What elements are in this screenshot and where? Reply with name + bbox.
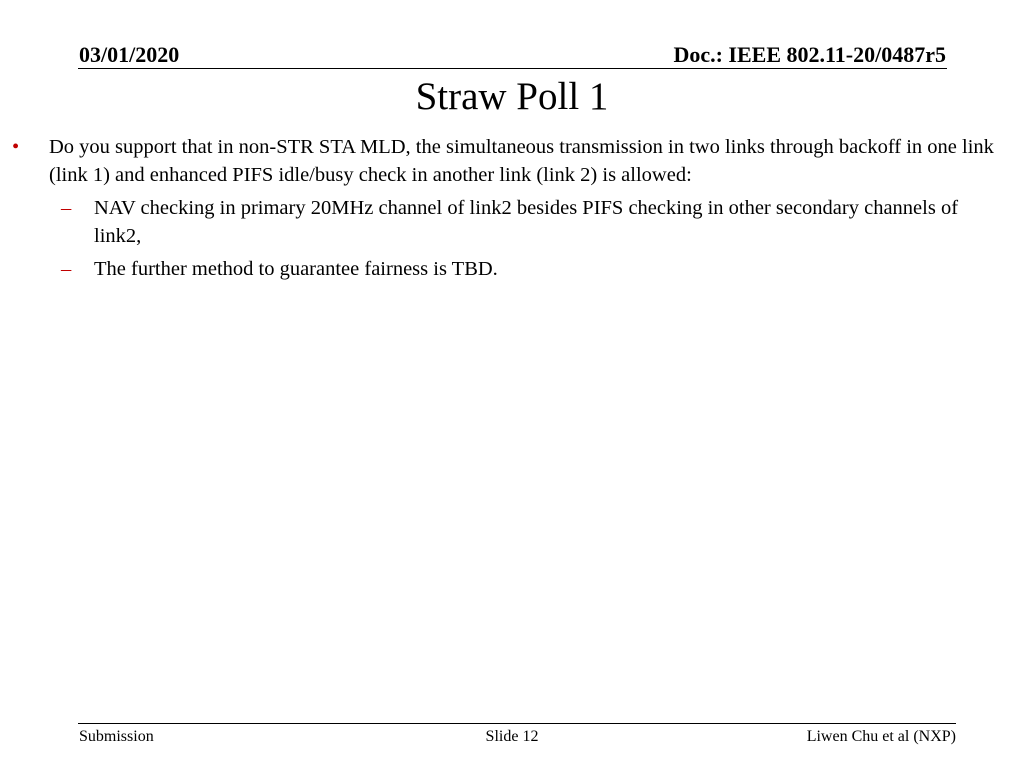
sub-bullet-text: The further method to guarantee fairness is TBD.: [94, 258, 498, 280]
slide-body: [0, 133, 1024, 288]
bullet-item: [12, 133, 1007, 189]
footer-slide-number: Slide 12: [485, 728, 539, 745]
footer-divider: [78, 723, 956, 724]
sub-bullet-marker: –: [61, 197, 72, 219]
slide-title: Straw Poll 1: [415, 75, 609, 118]
footer-submission-label: Submission: [79, 728, 154, 745]
sub-bullet-marker: –: [61, 258, 72, 280]
bullet-text: Do you support that in non-STR STA MLD, the simultaneous transmission in two links through backoff in one link (link 1) and enhanced PIFS idle/busy check in another link (link 2) is allowed:: [49, 136, 994, 186]
header-date: 03/01/2020: [79, 42, 180, 67]
sub-bullet-item: [61, 194, 974, 250]
header-document-id: Doc.: IEEE 802.11-20/0487r5: [673, 42, 946, 67]
sub-bullet-item: [61, 255, 974, 283]
sub-bullet-list: [0, 194, 1024, 283]
footer-author: Liwen Chu et al (NXP): [806, 728, 956, 745]
bullet-marker: •: [12, 136, 20, 158]
header-divider: [78, 68, 947, 69]
sub-bullet-text: NAV checking in primary 20MHz channel of link2 besides PIFS checking in other secondary channels of link2,: [94, 197, 959, 247]
